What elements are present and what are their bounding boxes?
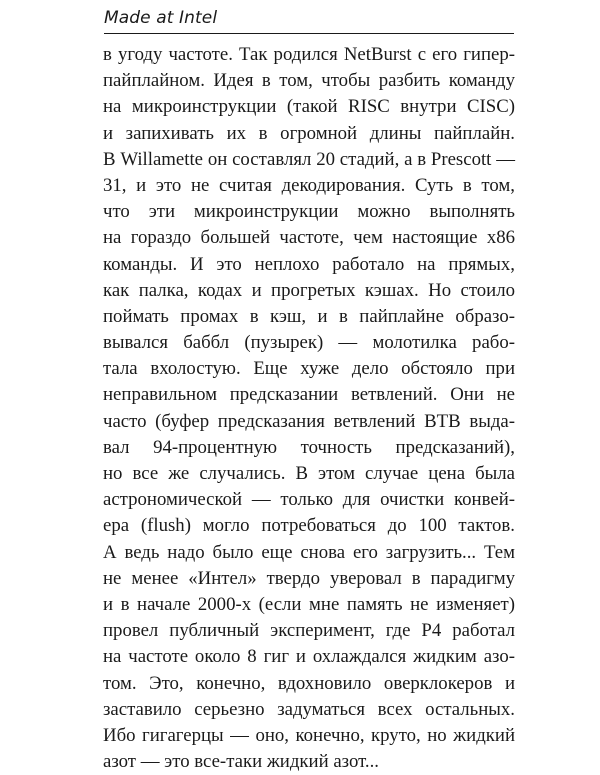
text-line: Ибо гигагерцы — оно, конечно, круто, но жидкий	[103, 724, 515, 746]
text-line: в угоду частоте. Так родился NetBurst с его гипер-	[103, 44, 515, 65]
text-line: на частоте около 8 гиг и охлаждался жидким азо-	[103, 646, 515, 668]
text-line: на гораздо большей частоте, чем настоящие x86	[103, 227, 515, 249]
text-line: и в начале 2000-х (если мне память не изменяет)	[103, 593, 515, 615]
running-header	[104, 6, 514, 34]
running-header-title: Made at Intel	[104, 8, 218, 28]
body-text	[103, 42, 515, 775]
text-line: азот — это все-таки жидкий азот...	[103, 751, 380, 773]
text-line: не менее «Интел» твердо уверовал в парадигму	[103, 567, 515, 589]
text-line: В Willamette он составлял 20 стадий, а в Prescott —	[103, 148, 515, 170]
text-line: пайплайном. Идея в том, чтобы разбить команду	[103, 70, 515, 92]
text-line: команды. И это неплохо работало на прямых,	[103, 253, 515, 275]
text-line: провел публичный эксперимент, где P4 работал	[103, 620, 515, 642]
text-line: как палка, кодах и прогретых кэшах. Но стоило	[103, 279, 515, 301]
text-line: вал 94-процентную точность предсказаний),	[103, 436, 515, 458]
text-line: том. Это, конечно, вдохновило оверклокеров и	[103, 672, 515, 694]
text-line: 31, и это не считая декодирования. Суть в том,	[103, 174, 515, 196]
text-line: вывался баббл (пузырек) — молотилка рабо-	[103, 332, 515, 354]
text-line: и запихивать их в огромной длины пайплайн.	[103, 122, 515, 144]
text-line: неправильном предсказании ветвлений. Они не	[103, 384, 515, 406]
text-line: заставило серьезно задуматься всех остальных.	[103, 698, 515, 720]
text-line: ера (flush) могло потребоваться до 100 тактов.	[103, 515, 515, 537]
text-line: часто (буфер предсказания ветвлений BTB выда-	[103, 410, 515, 432]
text-line: тала вхолостую. Еще хуже дело обстояло при	[103, 358, 515, 380]
text-line: но все же случались. В этом случае цена была	[103, 463, 515, 484]
text-line: поймать промах в кэш, и в пайплайне образо-	[103, 305, 515, 327]
text-line: А ведь надо было еще снова его загрузить... Тем	[103, 541, 515, 563]
text-line: на микроинструкции (такой RISC внутри CISC)	[103, 96, 515, 118]
text-line: что эти микроинструкции можно выполнять	[103, 201, 515, 223]
text-line: астрономической — только для очистки конвей-	[103, 489, 515, 511]
